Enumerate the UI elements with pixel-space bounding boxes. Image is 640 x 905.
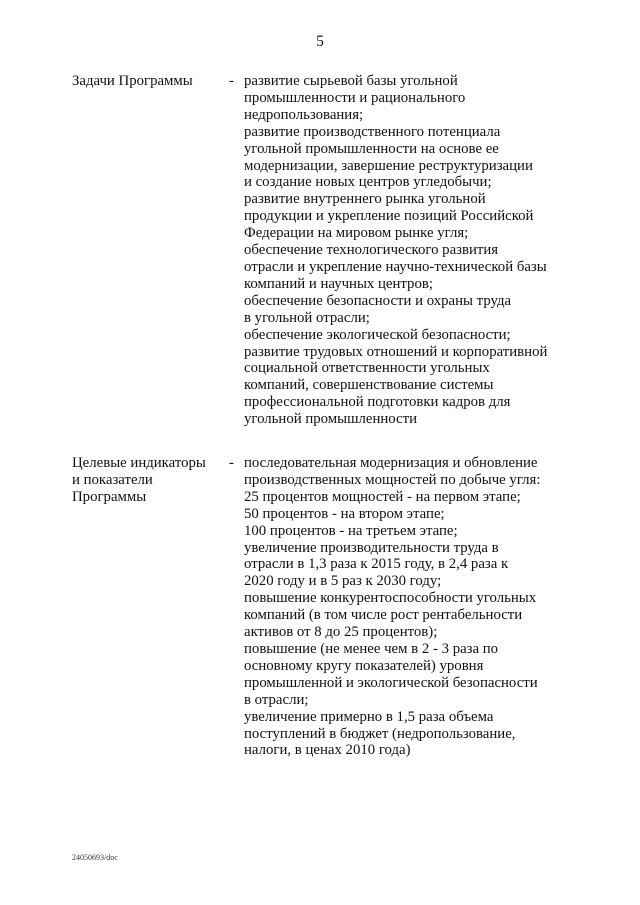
section-label	[72, 455, 232, 506]
section-label	[72, 73, 232, 90]
content-line: отрасли в 1,3 раза к 2015 году, в 2,4 раза к	[244, 556, 509, 573]
content-line: развитие внутреннего рынка угольной	[244, 191, 486, 208]
content-line: активов от 8 до 25 процентов);	[244, 624, 438, 641]
section-label-line: и показатели	[72, 471, 153, 488]
content-line: повышение (не менее чем в 2 - 3 раза по	[244, 640, 499, 657]
section-label-line: Целевые индикаторы	[72, 455, 206, 471]
content-line: обеспечение безопасности и охраны труда	[244, 292, 512, 309]
content-line: развитие трудовых отношений и корпоративной	[244, 343, 548, 360]
content-line: обеспечение экологической безопасности;	[244, 326, 511, 343]
content-line: основному кругу показателей) уровня	[244, 657, 484, 674]
content-line: развитие производственного потенциала	[244, 123, 501, 140]
content-line: отрасли и укрепление научно-технической базы	[244, 258, 547, 275]
content-line: 100 процентов - на третьем этапе;	[244, 522, 458, 539]
content-line: увеличение производительности труда в	[244, 539, 499, 556]
section-label-line: Задачи Программы	[72, 73, 193, 89]
content-line: последовательная модернизация и обновление	[244, 455, 538, 471]
section-content	[244, 455, 574, 759]
content-line: производственных мощностей по добыче угля:	[244, 471, 541, 488]
content-line: 50 процентов - на втором этапе;	[244, 505, 445, 522]
content-line: повышение конкурентоспособности угольных	[244, 590, 537, 607]
content-line: развитие сырьевой базы угольной	[244, 73, 458, 89]
content-line: компаний (в том числе рост рентабельности	[244, 607, 523, 624]
content-line: угольной промышленности	[244, 411, 418, 428]
section-dash: -	[229, 455, 234, 471]
content-line: налоги, в ценах 2010 года)	[244, 742, 411, 759]
content-line: 25 процентов мощностей - на первом этапе;	[244, 488, 521, 505]
content-line: промышленности и рационального	[244, 89, 466, 106]
content-line: 2020 году и в 5 раз к 2030 году;	[244, 573, 442, 590]
content-line: модернизации, завершение реструктуризации	[244, 157, 533, 174]
page-number: 5	[316, 33, 324, 50]
content-line: промышленной и экологической безопасности	[244, 674, 538, 691]
content-line: в угольной отрасли;	[244, 309, 370, 326]
section-label-line: Программы	[72, 488, 147, 505]
content-line: социальной ответственности угольных	[244, 360, 490, 377]
section-dash: -	[229, 73, 234, 89]
document-code: 24050693/doc	[72, 853, 118, 862]
content-line: продукции и укрепление позиций Российской	[244, 208, 534, 225]
content-line: компаний, совершенствование системы	[244, 377, 494, 394]
content-line: компаний и научных центров;	[244, 275, 433, 292]
content-line: недропользования;	[244, 106, 364, 123]
content-line: в отрасли;	[244, 691, 309, 708]
content-line: угольной промышленности на основе ее	[244, 140, 499, 157]
section-content	[244, 73, 574, 428]
content-line: профессиональной подготовки кадров для	[244, 394, 511, 411]
content-line: поступлений в бюджет (недропользование,	[244, 725, 516, 742]
content-line: и создание новых центров угледобычи;	[244, 174, 492, 191]
content-line: обеспечение технологического развития	[244, 242, 499, 259]
content-line: увеличение примерно в 1,5 раза объема	[244, 708, 494, 725]
content-line: Федерации на мировом рынке угля;	[244, 225, 469, 242]
